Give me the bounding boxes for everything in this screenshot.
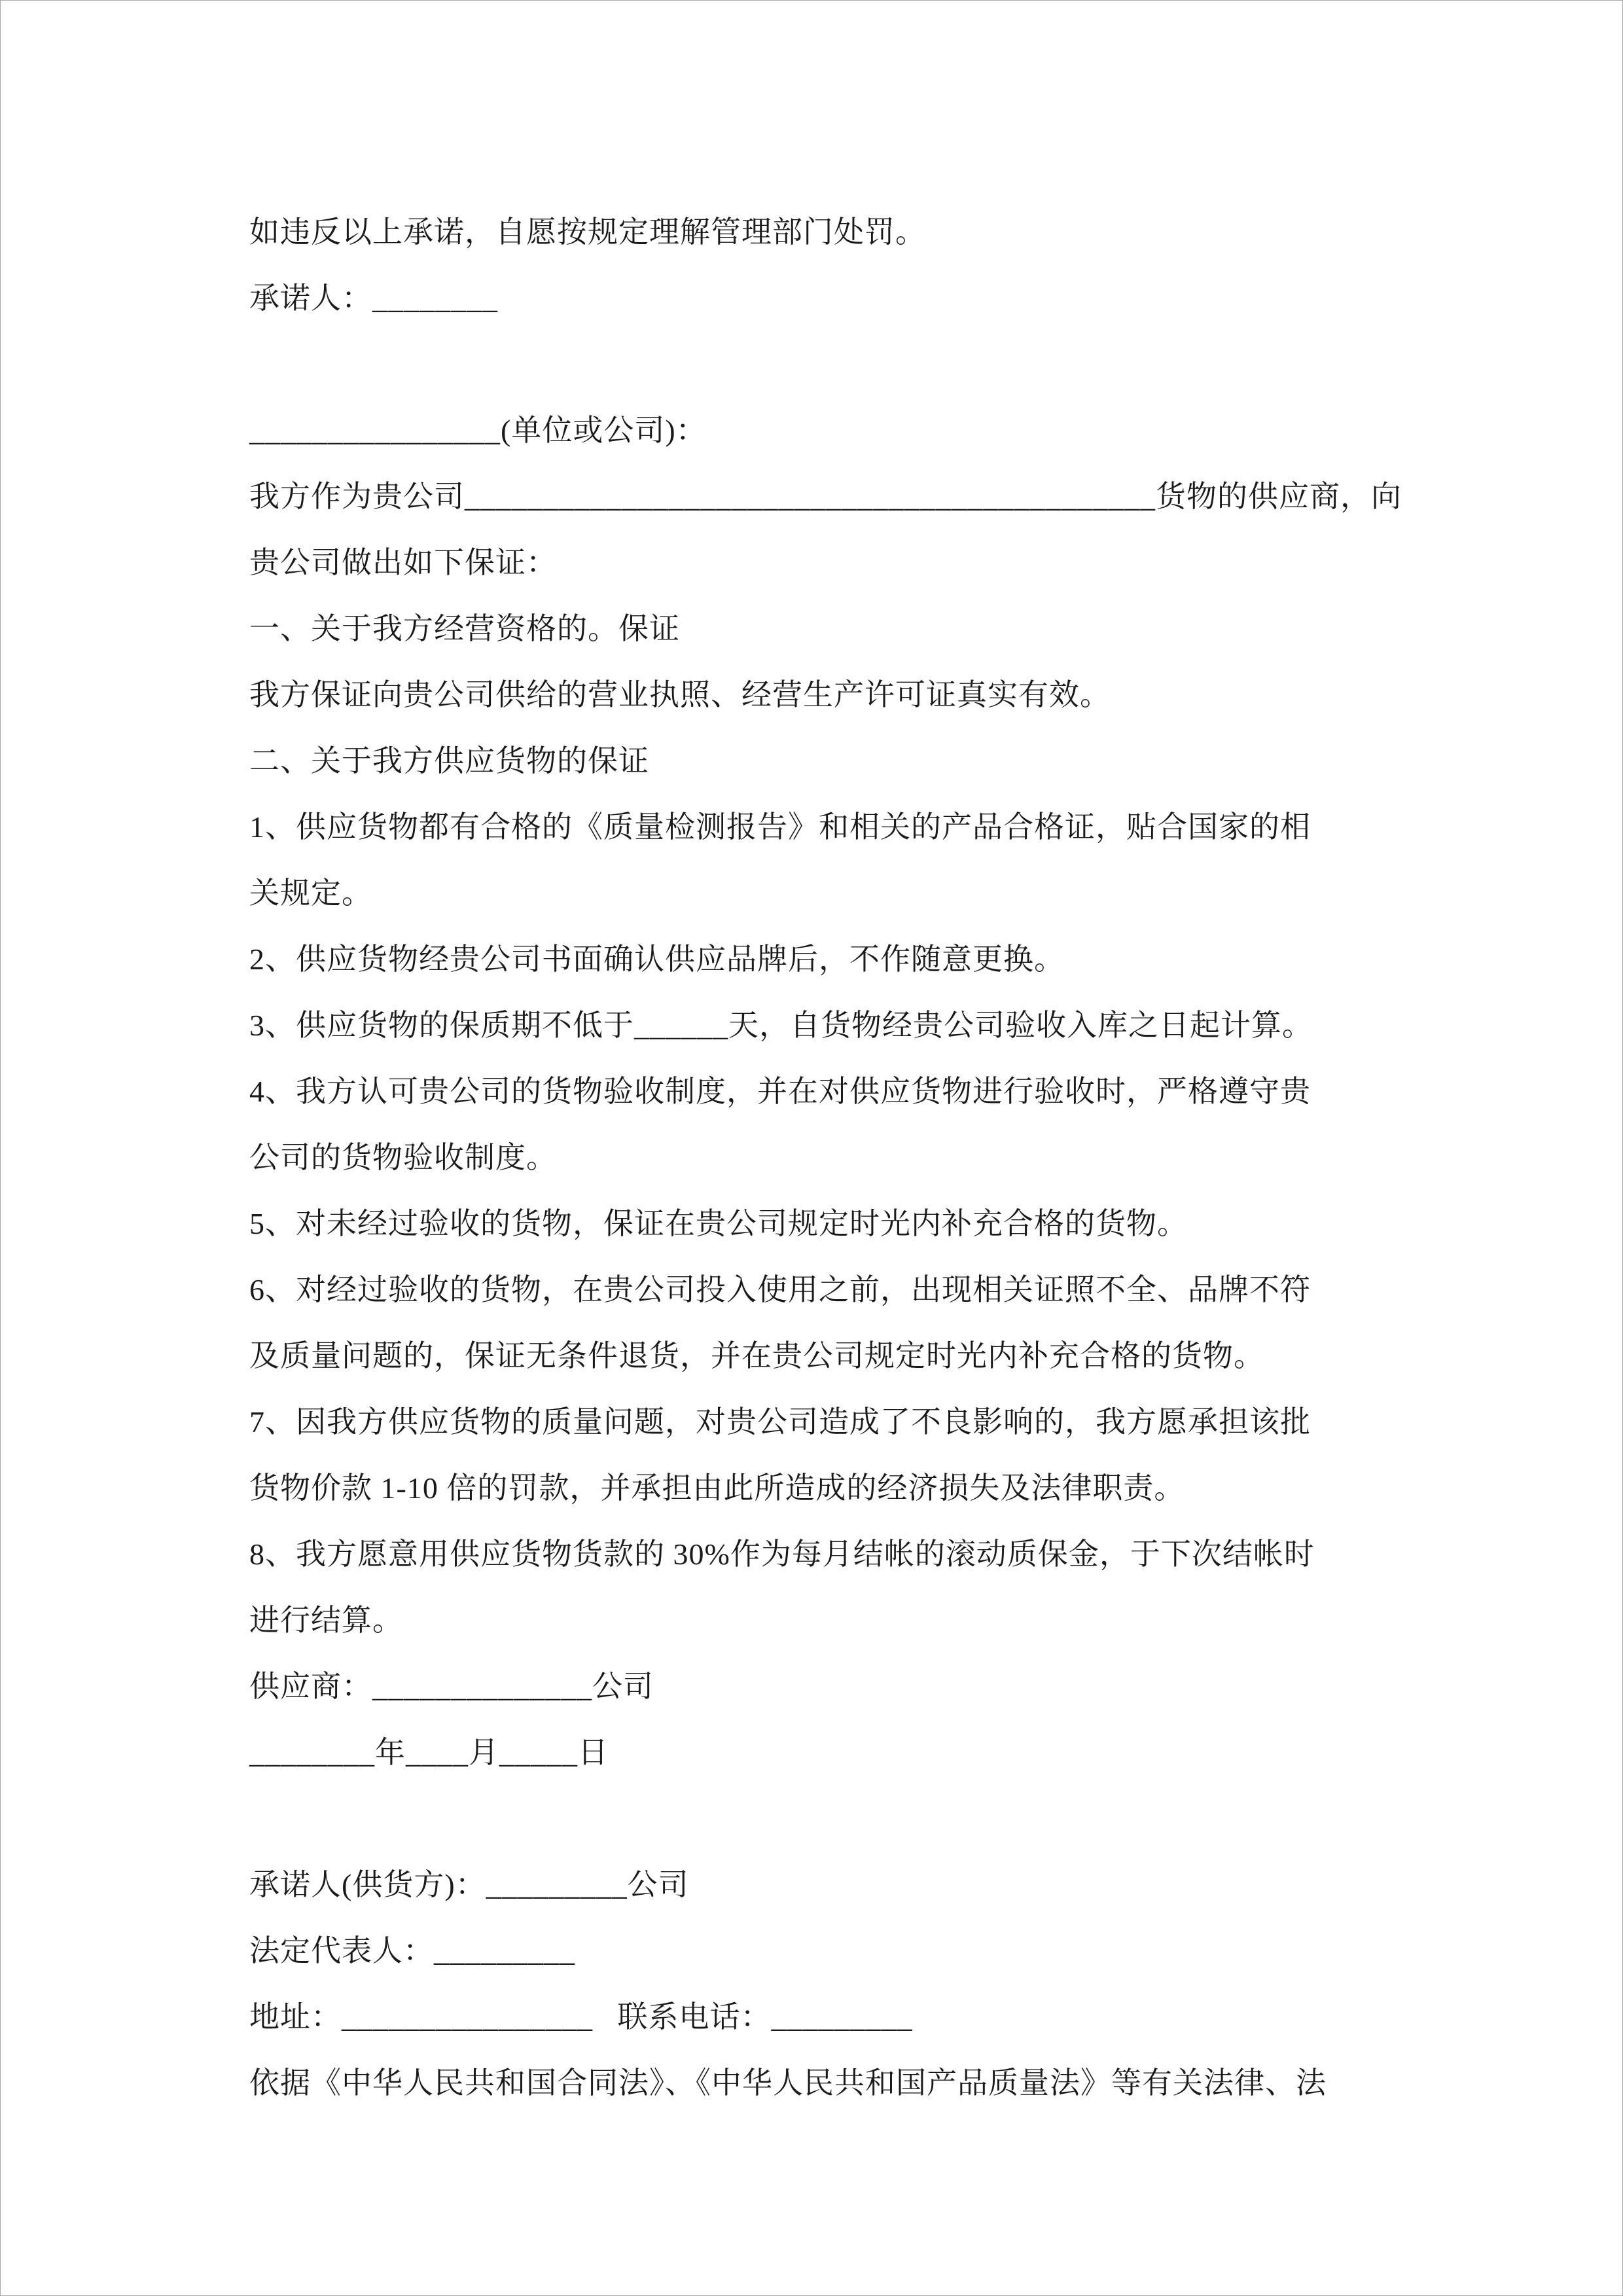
document-line: 我方作为贵公司____________________________________________货物的供应商，向 <box>249 480 1402 513</box>
document-line: ________年____月_____日 <box>249 1736 609 1769</box>
document-line: 二、关于我方供应货物的保证 <box>249 744 649 778</box>
document-body <box>249 199 1408 2116</box>
document-line: 及质量问题的，保证无条件退货，并在贵公司规定时光内补充合格的货物。 <box>249 1339 1264 1372</box>
document-line: 一、关于我方经营资格的。保证 <box>249 612 680 645</box>
document-line: 地址：________________ 联系电话：_________ <box>249 2000 913 2034</box>
document-line: 3、供应货物的保质期不低于______天，自货物经贵公司验收入库之日起计算。 <box>249 1009 1313 1042</box>
document-line: ________________(单位或公司)： <box>249 414 707 447</box>
document-line: 1、供应货物都有合格的《质量检测报告》和相关的产品合格证，贴合国家的相 <box>249 810 1311 844</box>
document-line: 6、对经过验收的货物，在贵公司投入使用之前，出现相关证照不全、品牌不符 <box>249 1273 1311 1306</box>
document-line: 贵公司做出如下保证： <box>249 546 557 579</box>
document-line: 4、我方认可贵公司的货物验收制度，并在对供应货物进行验收时，严格遵守贵 <box>249 1075 1311 1108</box>
document-line: 货物价款 1-10 倍的罚款，并承担由此所造成的经济损失及法律职责。 <box>249 1471 1185 1505</box>
document-line: 供应商：______________公司 <box>249 1670 654 1703</box>
document-line: 如违反以上承诺，自愿按规定理解管理部门处罚。 <box>249 215 926 249</box>
document-line: 7、因我方供应货物的质量问题，对贵公司造成了不良影响的，我方愿承担该批 <box>249 1405 1311 1439</box>
document-line: 法定代表人：_________ <box>249 1934 575 1967</box>
blank-line <box>249 1785 1408 1852</box>
document-line: 2、供应货物经贵公司书面确认供应品牌后，不作随意更换。 <box>249 942 1065 976</box>
document-line: 依据《中华人民共和国合同法》、《中华人民共和国产品质量法》等有关法律、法 <box>249 2066 1327 2100</box>
document-line: 8、我方愿意用供应货物货款的 30%作为每月结帐的滚动质保金，于下次结帐时 <box>249 1537 1315 1571</box>
document-line: 公司的货物验收制度。 <box>249 1141 557 1174</box>
blank-line <box>249 331 1408 397</box>
document-line: 5、对未经过验收的货物，保证在贵公司规定时光内补充合格的货物。 <box>249 1207 1188 1240</box>
document-line: 承诺人：________ <box>249 281 498 315</box>
document-line: 我方保证向贵公司供给的营业执照、经营生产许可证真实有效。 <box>249 678 1111 711</box>
document-line: 关规定。 <box>249 876 372 910</box>
document-line: 进行结算。 <box>249 1604 403 1637</box>
document-line: 承诺人(供货方)：_________公司 <box>249 1868 689 1901</box>
